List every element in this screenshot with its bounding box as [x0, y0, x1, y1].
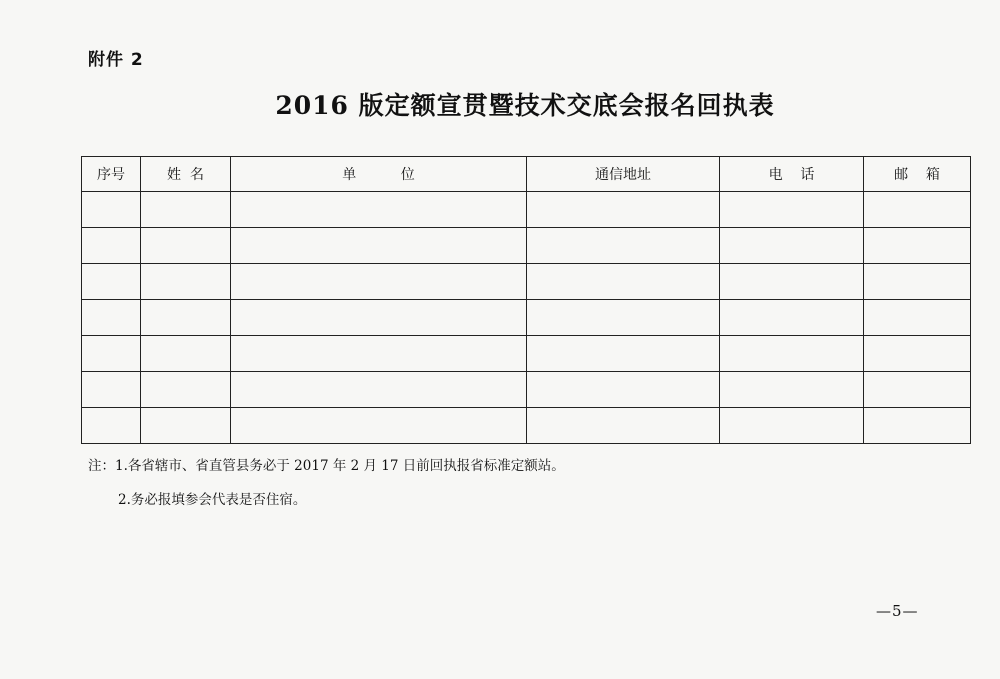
table-cell — [231, 192, 527, 228]
header-phone: 电 话 — [720, 157, 864, 192]
table-cell — [864, 372, 971, 408]
table-cell — [141, 408, 231, 444]
table-cell — [82, 408, 141, 444]
notes-section — [88, 456, 565, 510]
table-cell — [82, 228, 141, 264]
table-cell — [82, 264, 141, 300]
table-cell — [231, 300, 527, 336]
table-cell — [82, 300, 141, 336]
table-cell — [864, 336, 971, 372]
header-serial-number: 序号 — [82, 157, 141, 192]
table-cell — [82, 372, 141, 408]
table-cell — [82, 336, 141, 372]
header-email: 邮 箱 — [864, 157, 971, 192]
attachment-label: 附件 2 — [88, 50, 144, 70]
table-cell — [231, 372, 527, 408]
table-cell — [720, 264, 864, 300]
table-cell — [527, 264, 720, 300]
table-cell — [864, 228, 971, 264]
table-row — [82, 300, 971, 336]
table-cell — [141, 192, 231, 228]
table-cell — [720, 192, 864, 228]
table-row — [82, 228, 971, 264]
table-cell — [720, 228, 864, 264]
table-row — [82, 192, 971, 228]
note-1: 注：1.各省辖市、省直管县务必于 2017 年 2 月 17 日前回执报省标准定额站。 — [88, 458, 565, 474]
table-cell — [527, 408, 720, 444]
table-cell — [527, 192, 720, 228]
table-cell — [864, 408, 971, 444]
table-cell — [720, 300, 864, 336]
table-cell — [141, 372, 231, 408]
page-number: —5— — [876, 602, 919, 620]
table-cell — [864, 264, 971, 300]
table-cell — [720, 336, 864, 372]
table-cell — [527, 372, 720, 408]
table-cell — [82, 192, 141, 228]
table-row — [82, 372, 971, 408]
table-cell — [141, 336, 231, 372]
table-cell — [231, 336, 527, 372]
table-cell — [141, 264, 231, 300]
registration-table — [81, 156, 971, 444]
table-cell — [231, 408, 527, 444]
table-cell — [720, 408, 864, 444]
table-cell — [720, 372, 864, 408]
table-row — [82, 264, 971, 300]
form-title: 2016 版定额宣贯暨技术交底会报名回执表 — [275, 91, 775, 120]
note-2: 2.务必报填参会代表是否住宿。 — [118, 492, 307, 508]
header-address: 通信地址 — [527, 157, 720, 192]
table-cell — [527, 336, 720, 372]
table-cell — [864, 192, 971, 228]
table-cell — [141, 300, 231, 336]
table-row — [82, 336, 971, 372]
header-organization: 单 位 — [231, 157, 527, 192]
table-cell — [527, 300, 720, 336]
table-header-row — [82, 157, 971, 192]
table-cell — [231, 264, 527, 300]
table-cell — [527, 228, 720, 264]
header-name: 姓 名 — [141, 157, 231, 192]
table-cell — [231, 228, 527, 264]
table-cell — [141, 228, 231, 264]
table-cell — [864, 300, 971, 336]
table-row — [82, 408, 971, 444]
